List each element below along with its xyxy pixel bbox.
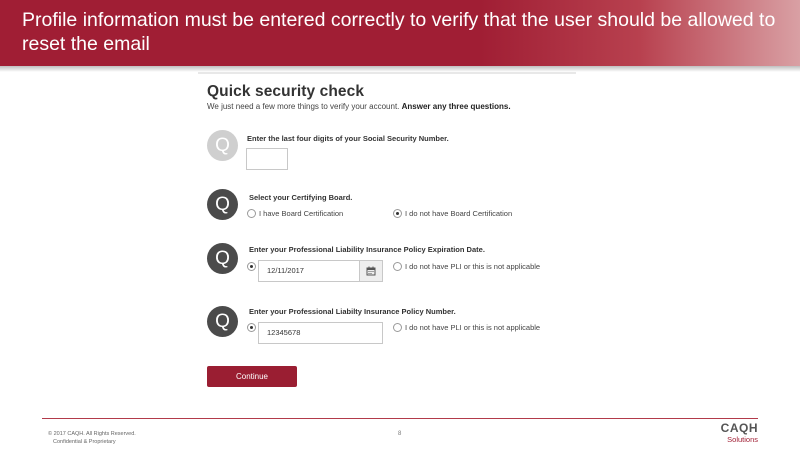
continue-button[interactable]: Continue bbox=[207, 366, 297, 387]
calendar-icon bbox=[366, 266, 376, 276]
pli-expiration-date-input[interactable]: 12/11/2017 bbox=[258, 260, 360, 282]
pli-date-radio[interactable] bbox=[247, 262, 256, 271]
pli-policy-number-input[interactable]: 12345678 bbox=[258, 322, 383, 344]
no-pli-number-label: I do not have PLI or this is not applicable bbox=[405, 323, 541, 332]
footer-divider bbox=[42, 418, 758, 419]
question-icon: Q bbox=[207, 306, 238, 337]
question-icon: Q bbox=[207, 130, 238, 161]
board-cert-yes-radio[interactable] bbox=[247, 209, 256, 218]
footer-copyright: © 2017 CAQH. All Rights Reserved. Confidential & Proprietary bbox=[48, 431, 136, 445]
footer-confidential: Confidential & Proprietary bbox=[53, 439, 116, 445]
question-icon: Q bbox=[207, 189, 238, 220]
question-icon: Q bbox=[207, 243, 238, 274]
panel-divider bbox=[198, 72, 576, 74]
ssn-input[interactable] bbox=[246, 148, 288, 170]
board-cert-yes-label: I have Board Certification bbox=[259, 209, 344, 218]
no-pli-date-label: I do not have PLI or this is not applicable bbox=[405, 262, 541, 271]
no-pli-date-radio[interactable] bbox=[393, 262, 402, 271]
question-pli-number-label: Enter your Professional Liabilty Insurance Policy Number. bbox=[249, 307, 456, 316]
question-board-label: Select your Certifying Board. bbox=[249, 193, 353, 202]
subtitle-instruction: Answer any three questions. bbox=[401, 102, 511, 111]
question-pli-date-label: Enter your Professional Liability Insurance Policy Expiration Date. bbox=[249, 245, 485, 254]
page-subtitle: We just need a few more things to verify your account. Answer any three questions. bbox=[207, 102, 511, 111]
board-cert-no-radio[interactable] bbox=[393, 209, 402, 218]
calendar-button[interactable] bbox=[359, 260, 383, 282]
board-cert-no-label: I do not have Board Certification bbox=[405, 209, 513, 218]
page-number: 8 bbox=[398, 431, 402, 437]
slide-banner bbox=[0, 0, 800, 66]
caqh-logo: CAQH Solutions bbox=[720, 421, 758, 444]
no-pli-number-radio[interactable] bbox=[393, 323, 402, 332]
pli-number-radio[interactable] bbox=[247, 323, 256, 332]
page-title: Quick security check bbox=[207, 83, 365, 100]
banner-text: Profile information must be entered correctly to verify that the user should be allowed to reset the email bbox=[22, 9, 776, 55]
question-ssn-label: Enter the last four digits of your Social Security Number. bbox=[247, 134, 449, 143]
